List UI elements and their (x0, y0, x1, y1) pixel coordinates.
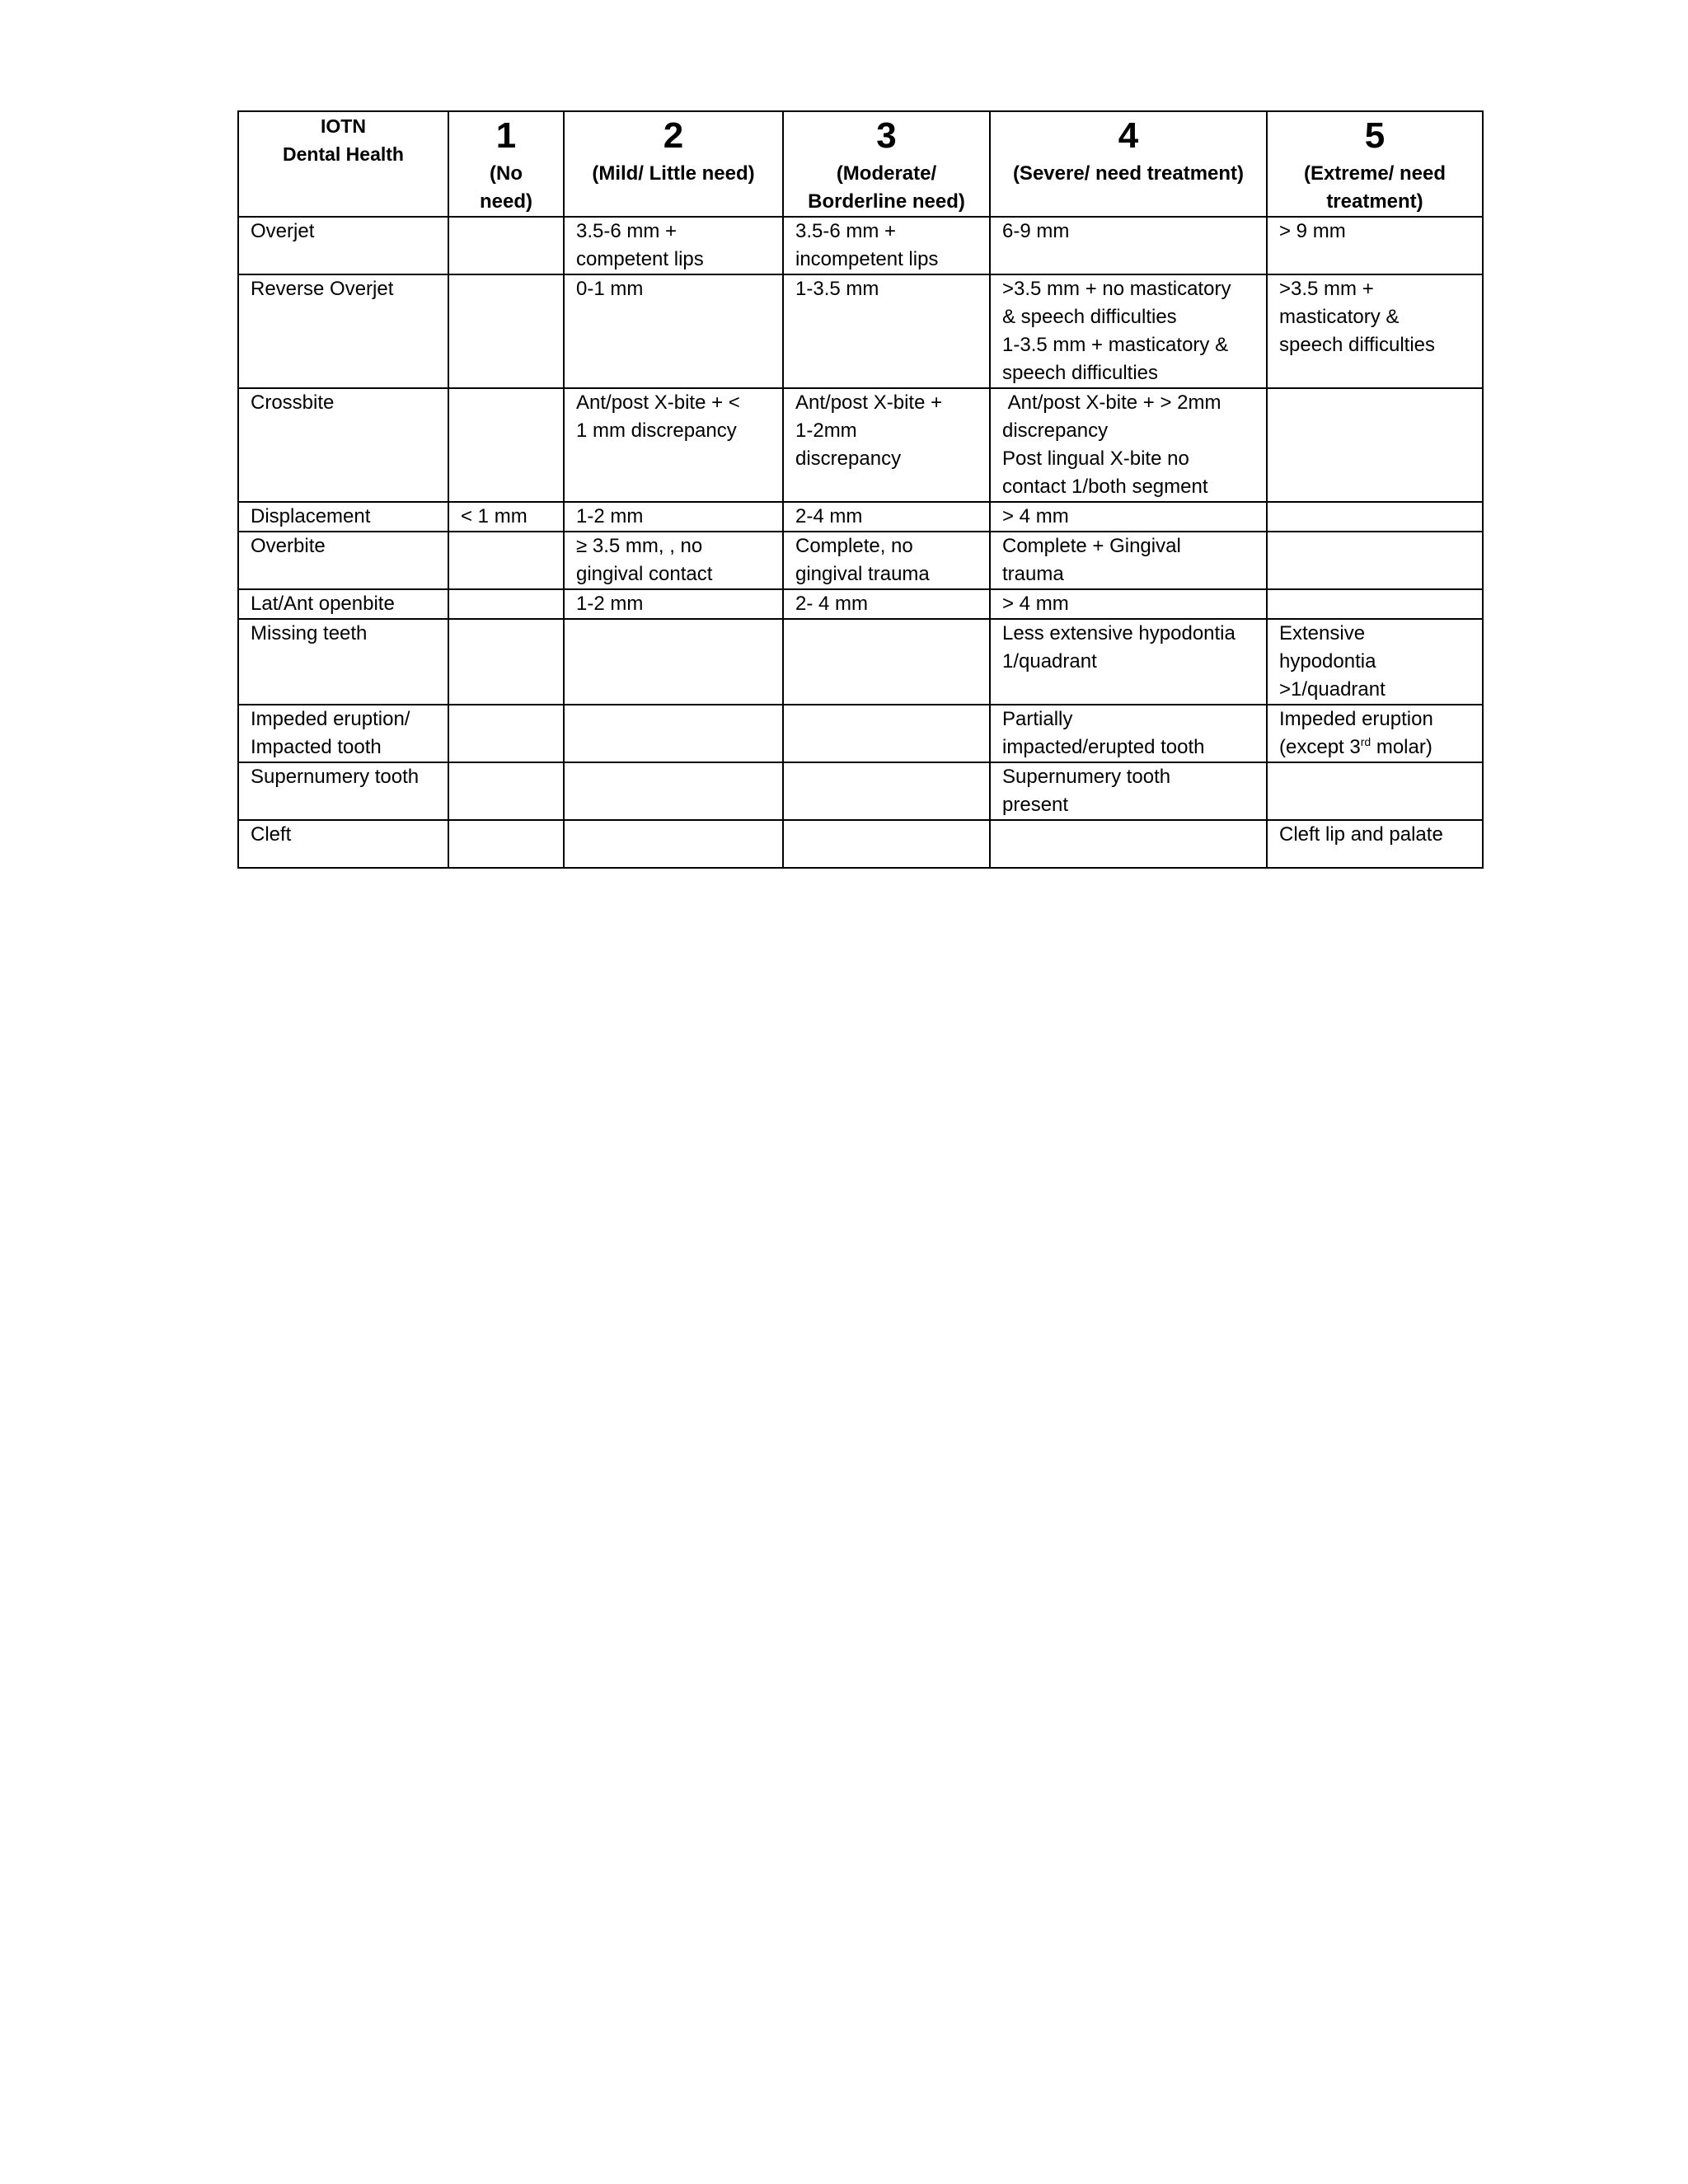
cell-line: 1-2 mm (576, 593, 644, 615)
grade-2-cell (564, 532, 783, 589)
feature-cell (238, 589, 448, 619)
grade-2-cell (564, 589, 783, 619)
cell-line: speech difficulties (1002, 362, 1158, 384)
cell-line: impacted/erupted tooth (1002, 736, 1205, 758)
table-row (238, 589, 1483, 619)
header-grade-2 (564, 111, 783, 217)
feature-cell (238, 217, 448, 274)
grade-1-cell (448, 502, 564, 532)
feature-cell (238, 388, 448, 502)
grade-4-cell (990, 217, 1267, 274)
cell-line: 6-9 mm (1002, 220, 1070, 242)
cell-line: Ant/post X-bite + > 2mm (1002, 391, 1221, 414)
grade-4-cell (990, 589, 1267, 619)
grade-1-cell (448, 388, 564, 502)
cell-line: 0-1 mm (576, 278, 644, 300)
grade-2-cell (564, 762, 783, 820)
feature-label: Reverse Overjet (251, 278, 394, 300)
cell-line: 1-2mm (795, 419, 857, 442)
grade-5-cell (1267, 705, 1483, 762)
grade-1-cell (448, 705, 564, 762)
cell-line: discrepancy (795, 448, 902, 470)
cell-line: Cleft lip and palate (1279, 823, 1443, 846)
cell-line: incompetent lips (795, 248, 939, 270)
grade-1-cell (448, 274, 564, 388)
table-row (238, 619, 1483, 705)
cell-line: 3.5-6 mm + (795, 220, 897, 242)
grade-3-cell (783, 619, 990, 705)
cell-line: Ant/post X-bite + (795, 391, 943, 414)
grade-2-cell (564, 388, 783, 502)
grade-4-cell (990, 388, 1267, 502)
header-title-cell (238, 111, 448, 217)
cell-line: > 4 mm (1002, 505, 1069, 527)
grade-1-cell (448, 217, 564, 274)
cell-line: < 1 mm (461, 505, 528, 527)
table-row (238, 762, 1483, 820)
grade-3-cell (783, 762, 990, 820)
cell-line: Complete + Gingival (1002, 535, 1181, 557)
superscript-ordinal: rd (1360, 735, 1372, 748)
cell-line: 1-2 mm (576, 505, 644, 527)
cell-line: masticatory & (1279, 306, 1400, 328)
grade-3-cell (783, 388, 990, 502)
cell-line: gingival contact (576, 563, 713, 585)
grade-4-cell (990, 274, 1267, 388)
header-grade-3 (783, 111, 990, 217)
feature-label: Overjet (251, 220, 315, 242)
grade-1-cell (448, 762, 564, 820)
grade-5-cell (1267, 274, 1483, 388)
grade-3-cell (783, 217, 990, 274)
cell-line: 3.5-6 mm + (576, 220, 678, 242)
grade-5-cell (1267, 762, 1483, 820)
cell-line: discrepancy (1002, 419, 1109, 442)
feature-label: Missing teeth (251, 622, 368, 644)
grade-label: (Mild/ Little need) (592, 162, 755, 185)
cell-line: competent lips (576, 248, 704, 270)
grade-number: 2 (663, 115, 684, 156)
grade-2-cell (564, 274, 783, 388)
table-row (238, 217, 1483, 274)
header-grade-1 (448, 111, 564, 217)
cell-line: 1-3.5 mm + masticatory & (1002, 334, 1229, 356)
grade-number: 1 (495, 115, 517, 156)
feature-label: Impeded eruption/ Impacted tooth (251, 708, 416, 758)
cell-line: Partially (1002, 708, 1073, 730)
grade-2-cell (564, 705, 783, 762)
feature-cell (238, 274, 448, 388)
header-grade-5 (1267, 111, 1483, 217)
feature-label: Crossbite (251, 391, 335, 414)
grade-1-cell (448, 820, 564, 868)
grade-2-cell (564, 619, 783, 705)
grade-5-cell (1267, 532, 1483, 589)
grade-4-cell (990, 705, 1267, 762)
cell-line: Less extensive hypodontia (1002, 622, 1236, 644)
grade-1-cell (448, 589, 564, 619)
feature-label: Overbite (251, 535, 326, 557)
feature-label: Displacement (251, 505, 371, 527)
table-header-row (238, 111, 1483, 217)
cell-text: molar) (1371, 736, 1432, 758)
grade-5-cell (1267, 589, 1483, 619)
cell-line: Impeded eruption (1279, 708, 1433, 730)
grade-3-cell (783, 532, 990, 589)
cell-line: >3.5 mm + (1279, 278, 1374, 300)
grade-5-cell (1267, 217, 1483, 274)
cell-line: >3.5 mm + no masticatory (1002, 278, 1231, 300)
table-row (238, 388, 1483, 502)
feature-label: Supernumery tooth (251, 766, 420, 788)
grade-3-cell (783, 274, 990, 388)
cell-line: Ant/post X-bite + < (576, 391, 740, 414)
cell-line: hypodontia (1279, 650, 1376, 673)
feature-cell (238, 762, 448, 820)
table-row (238, 532, 1483, 589)
grade-4-cell (990, 762, 1267, 820)
grade-label: (Moderate/ Borderline need) (808, 162, 965, 213)
grade-3-cell (783, 502, 990, 532)
cell-line: ≥ 3.5 mm, , no (576, 535, 703, 557)
cell-line: Supernumery tooth (1002, 766, 1171, 788)
grade-label: (No need) (479, 162, 532, 213)
grade-5-cell (1267, 619, 1483, 705)
header-title-line-1: IOTN (321, 115, 366, 137)
grade-4-cell (990, 502, 1267, 532)
cell-line: 1 mm discrepancy (576, 419, 737, 442)
grade-2-cell (564, 820, 783, 868)
grade-number: 4 (1118, 115, 1139, 156)
grade-5-cell (1267, 820, 1483, 868)
grade-4-cell (990, 619, 1267, 705)
cell-line: 2-4 mm (795, 505, 863, 527)
cell-line: Post lingual X-bite no (1002, 448, 1189, 470)
cell-line: Complete, no (795, 535, 913, 557)
cell-line: > 9 mm (1279, 220, 1346, 242)
grade-2-cell (564, 502, 783, 532)
header-title-line-2: Dental Health (283, 143, 404, 165)
cell-line: present (1002, 794, 1069, 816)
cell-line: gingival trauma (795, 563, 930, 585)
grade-2-cell (564, 217, 783, 274)
header-grade-4 (990, 111, 1267, 217)
feature-cell (238, 705, 448, 762)
cell-line-with-superscript (1279, 733, 1470, 762)
feature-cell (238, 820, 448, 868)
grade-label: (Severe/ need treatment) (1012, 162, 1245, 185)
grade-3-cell (783, 820, 990, 868)
cell-text: (except 3 (1279, 736, 1361, 758)
cell-line: > 4 mm (1002, 593, 1069, 615)
table-row (238, 502, 1483, 532)
cell-line: Extensive (1279, 622, 1366, 644)
table-row (238, 705, 1483, 762)
grade-1-cell (448, 532, 564, 589)
cell-line: contact 1/both segment (1002, 476, 1208, 498)
cell-line: 1-3.5 mm (795, 278, 879, 300)
grade-number: 5 (1364, 115, 1386, 156)
feature-label: Cleft (251, 823, 292, 846)
cell-line: trauma (1002, 563, 1064, 585)
grade-label: (Extreme/ need treatment) (1303, 162, 1447, 213)
grade-3-cell (783, 589, 990, 619)
cell-line: speech difficulties (1279, 334, 1435, 356)
feature-cell (238, 532, 448, 589)
feature-label: Lat/Ant openbite (251, 593, 395, 615)
cell-line: 2- 4 mm (795, 593, 869, 615)
cell-line: >1/quadrant (1279, 678, 1386, 701)
grade-1-cell (448, 619, 564, 705)
table-row (238, 820, 1483, 868)
cell-line: 1/quadrant (1002, 650, 1097, 673)
iotn-dental-health-table (237, 110, 1484, 869)
table-row (238, 274, 1483, 388)
grade-4-cell (990, 532, 1267, 589)
grade-5-cell (1267, 388, 1483, 502)
cell-line: & speech difficulties (1002, 306, 1177, 328)
feature-cell (238, 502, 448, 532)
grade-4-cell (990, 820, 1267, 868)
grade-number: 3 (876, 115, 897, 156)
grade-5-cell (1267, 502, 1483, 532)
grade-3-cell (783, 705, 990, 762)
feature-cell (238, 619, 448, 705)
